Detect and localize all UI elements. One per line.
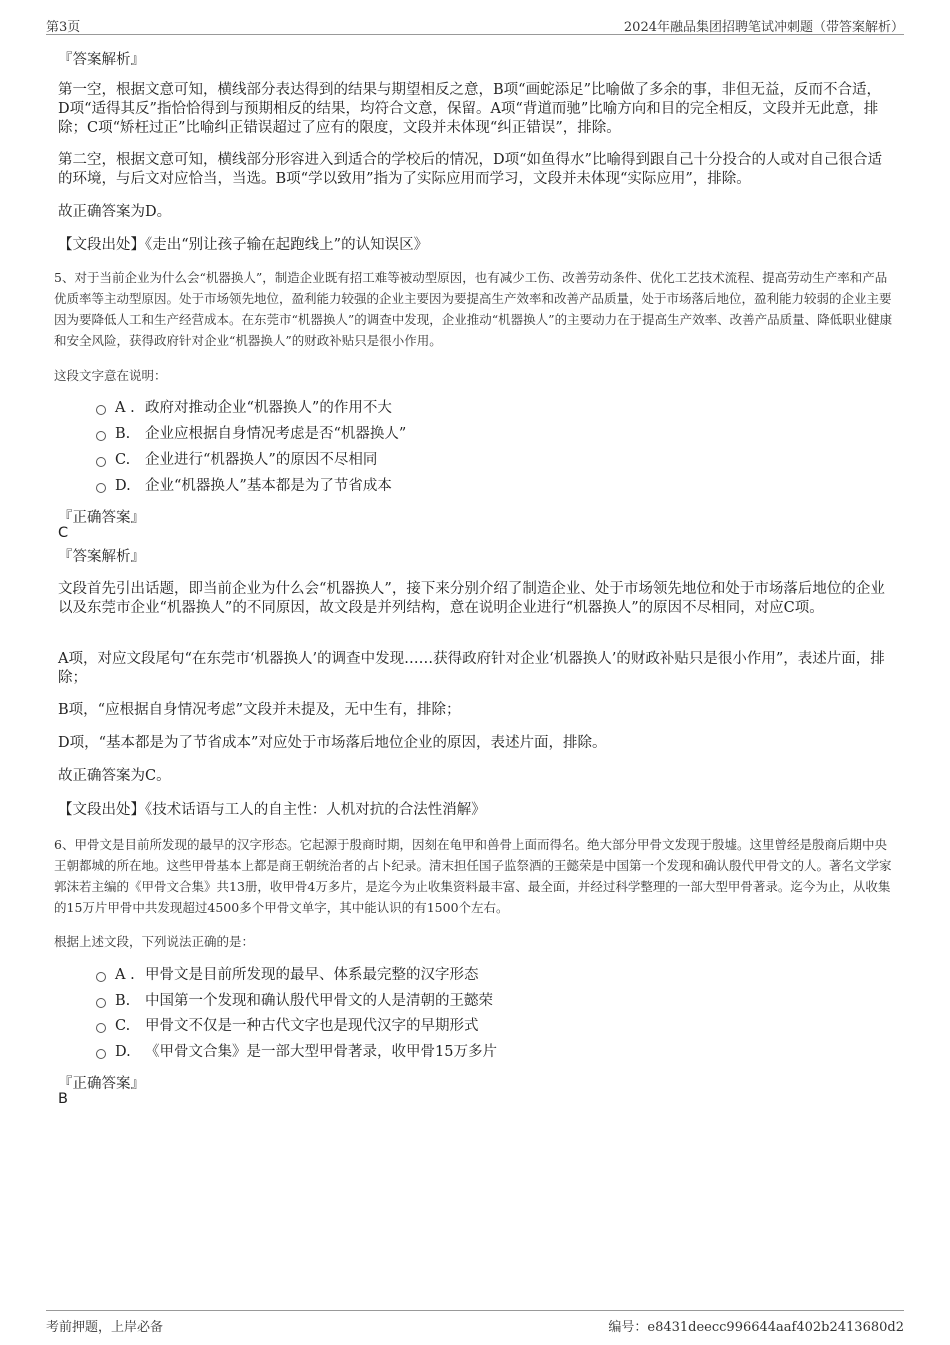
radio-icon[interactable] [96,972,106,982]
q5-answer-label: 『正确答案』 [58,510,145,526]
page-footer [46,1310,904,1333]
q6-option-b[interactable] [96,991,493,1011]
q5-analysis-para-2: A项，对应文段尾句“在东莞市‘机器换人’的调查中发现……获得政府针对企业‘机器换人’的财政补贴只是很小作用”，表述片面，排除； [58,651,885,686]
q5-option-a[interactable] [96,398,392,418]
document-title: 2024年融品集团招聘笔试冲刺题（带答案解析） [623,20,904,35]
radio-icon[interactable] [96,1023,106,1033]
radio-icon[interactable] [96,1049,106,1059]
option-text: 企业进行“机器换人”的原因不尽相同 [145,452,378,468]
document-id: 编号：e8431deecc996644aaf402b2413680d2 [608,1320,904,1335]
q5-question-text: 5、对于当前企业为什么会“机器换人”，制造企业既有招工难等被动型原因，也有减少工伤、改善劳动条件、优化工艺技术流程、提高劳动生产率和产品优质率等主动型原因。处于市场领先地位，盈利能力较强的企业主要因为要提高生产效率和改善产品质量，处于市场落后地位，盈利能力较弱的企业主要因为要降低人工和生产经营成本。在东莞市“机器换人”的调查中发现，企业推动“机器换人”的主要动力在于提高生产效率、改善产品质量、降低职业健康和安全风险，获得政府针对企业“机器换人”的财政补贴只是很小作用。 [54,270,893,348]
q4-source: 【文段出处】《走出“别让孩子输在起跑线上”的认知误区》 [58,237,429,253]
q5-analysis-para-1: 文段首先引出话题，即当前企业为什么会“机器换人”，接下来分别介绍了制造企业、处于市场领先地位和处于市场落后地位的企业以及东莞市企业“机器换人”的不同原因，故文段是并列结构，意在说明企业进行“机器换人”的原因不尽相同，对应C项。 [58,581,885,616]
option-text: 企业“机器换人”基本都是为了节省成本 [145,478,392,494]
option-key: B. [115,993,131,1009]
page-header [46,14,904,35]
q6-option-d[interactable] [96,1042,497,1062]
radio-icon[interactable] [96,405,106,415]
option-text: 企业应根据自身情况考虑是否“机器换人” [145,426,407,442]
q4-conclusion: 故正确答案为D。 [58,204,172,220]
option-key: C. [115,452,131,468]
option-key: B. [115,426,131,442]
q5-analysis-label: 『答案解析』 [58,549,145,565]
option-text: 中国第一个发现和确认殷代甲骨文的人是清朝的王懿荣 [145,993,493,1009]
radio-icon[interactable] [96,483,106,493]
option-key: D. [115,478,131,494]
q4-analysis-para-2: 第二空，根据文意可知，横线部分形容进入到适合的学校后的情况，D项“如鱼得水”比喻得到跟自己十分投合的人或对自己很合适的环境，与后文对应恰当，当选。B项“学以致用”指为了实际应用而学习，文段并未体现“实际应用”，排除。 [58,152,882,187]
option-text: 政府对推动企业“机器换人”的作用不大 [145,400,392,416]
q5-analysis-para-3: B项，“应根据自身情况考虑”文段并未提及，无中生有，排除； [58,702,461,718]
radio-icon[interactable] [96,431,106,441]
option-text: 甲骨文不仅是一种古代文字也是现代汉字的早期形式 [145,1018,479,1034]
q5-answer: C [58,525,69,541]
option-text: 甲骨文是目前所发现的最早、体系最完整的汉字形态 [145,967,479,983]
radio-icon[interactable] [96,457,106,467]
q5-analysis-para-4: D项，“基本都是为了节省成本”对应处于市场落后地位企业的原因，表述片面，排除。 [58,735,607,751]
option-key: A . [115,400,135,416]
page-number: 第3页 [46,20,81,35]
q6-prompt: 根据上述文段，下列说法正确的是： [54,934,255,949]
option-key: C. [115,1018,131,1034]
option-key: A . [115,967,135,983]
footer-slogan: 考前押题，上岸必备 [46,1320,164,1335]
q6-answer-label: 『正确答案』 [58,1076,145,1092]
q5-conclusion: 故正确答案为C。 [58,768,171,784]
q6-option-c[interactable] [96,1016,479,1036]
radio-icon[interactable] [96,998,106,1008]
option-key: D. [115,1044,131,1060]
q5-source: 【文段出处】《技术话语与工人的自主性：人机对抗的合法性消解》 [58,802,486,818]
q5-option-b[interactable] [96,424,406,444]
q4-analysis-label: 『答案解析』 [58,52,145,68]
q5-prompt: 这段文字意在说明： [54,368,167,383]
q6-question-text: 6、甲骨文是目前所发现的最早的汉字形态。它起源于殷商时期，因刻在龟甲和兽骨上面而得名。绝大部分甲骨文发现于殷墟。这里曾经是殷商后期中央王朝都城的所在地。这些甲骨基本上都是商王朝统治者的占卜纪录。清末担任国子监祭酒的王懿荣是中国第一个发现和确认殷代甲骨文的人。著名文学家郭沫若主编的《甲骨文合集》共13册，收甲骨4万多片，是迄今为止收集资料最丰富、最全面，并经过科学整理的一部大型甲骨著录。迄今为止，从收集的15万片甲骨中共发现超过4500多个甲骨文单字，其中能认识的有1500个左右。 [54,837,892,915]
q5-option-d[interactable] [96,476,392,496]
q6-answer: B [58,1091,68,1107]
option-text: 《甲骨文合集》是一部大型甲骨著录，收甲骨15万多片 [145,1044,497,1060]
q6-option-a[interactable] [96,965,479,985]
q4-analysis-para-1: 第一空，根据文意可知，横线部分表达得到的结果与期望相反之意，B项“画蛇添足”比喻做了多余的事，非但无益，反而不合适，D项“适得其反”指恰恰得到与预期相反的结果，均符合文意，保留。A项“背道而驰”比喻方向和目的完全相反，文段并无此意，排除；C项“矫枉过正”比喻纠正错误超过了应有的限度，文段并未体现“纠正错误”，排除。 [58,82,881,136]
q5-option-c[interactable] [96,450,377,470]
